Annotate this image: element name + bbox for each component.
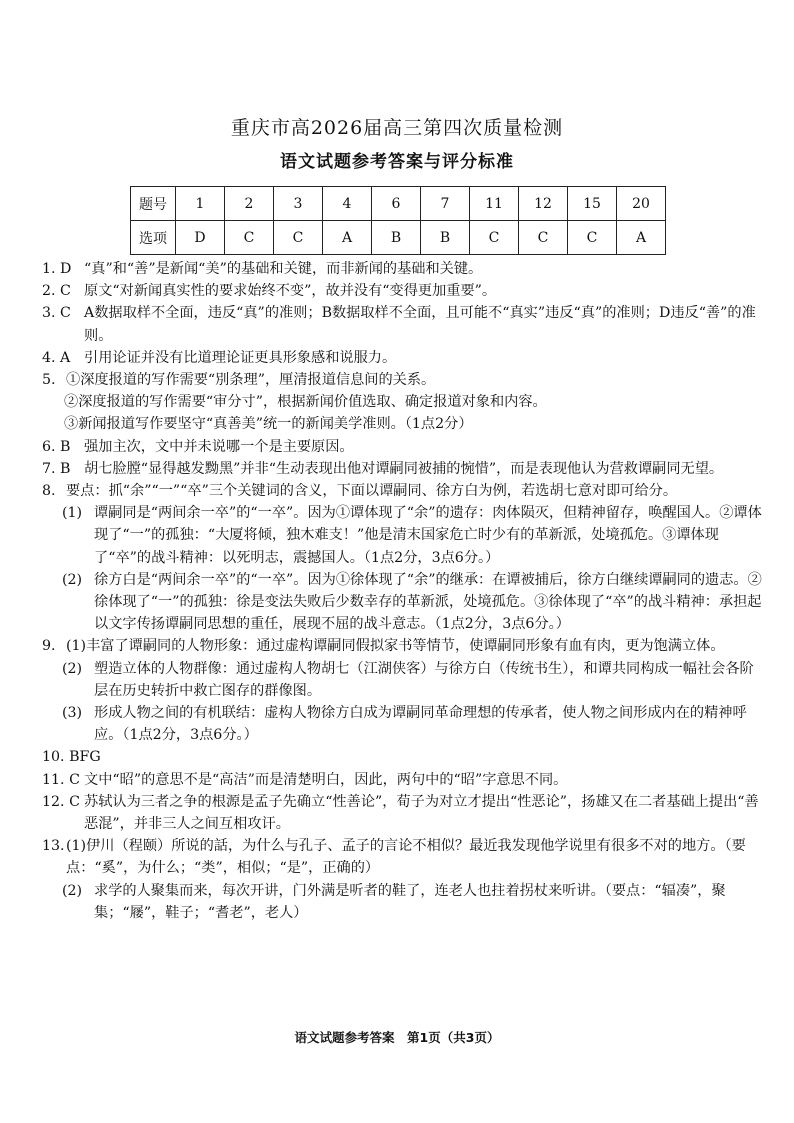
item-9-sub-2 bbox=[42, 658, 762, 702]
item-text: 引用论证并没有比道理论证更具形象感和说服力。 bbox=[84, 349, 397, 366]
sub-text: 求学的人聚集而来，每次开讲，门外满是听者的鞋了，连老人也拄着拐杖来听讲。（要点：“辐凑”，聚集；“屦”，鞋子；“耆老”，老人） bbox=[94, 882, 726, 921]
sub-number: (1) bbox=[66, 638, 87, 655]
item-number: 10. BFG bbox=[42, 749, 101, 766]
sub-number: (2) bbox=[62, 571, 83, 588]
answer-table bbox=[130, 186, 666, 255]
answer-choice-cell: B bbox=[372, 221, 421, 255]
item-number: 11. C bbox=[42, 771, 80, 788]
item-text: 文中“昭”的意思不是“高洁”而是清楚明白，因此，两句中的“昭”字意思不同。 bbox=[84, 771, 568, 788]
answer-choice-cell: C bbox=[225, 221, 274, 255]
answer-choice-cell: C bbox=[274, 221, 323, 255]
answer-table-choice-row bbox=[131, 221, 666, 255]
item-9-first bbox=[42, 635, 762, 657]
item-text: “真”和“善”是新闻“美”的基础和关键，而非新闻的基础和关键。 bbox=[84, 261, 483, 277]
question-number-cell: 11 bbox=[470, 187, 519, 221]
item-text: A数据取样不全面，违反“真”的准则；B数据取样不全面，且可能不“真实”违反“真”的准则；D违反“善”的准则。 bbox=[84, 305, 756, 344]
answer-item-10 bbox=[42, 746, 762, 768]
answer-choice-cell: C bbox=[568, 221, 617, 255]
item-number: 1. D bbox=[42, 261, 72, 277]
answer-item-2 bbox=[42, 280, 762, 302]
item-number: 2. C bbox=[42, 283, 71, 300]
sub-text: 徐方白是“两间余一卒”的“一卒”。因为①徐体现了“余”的继承：在谭被捕后，徐方白继续谭嗣同的遗志。②徐体现了“一”的孤独：徐是变法失败后少数幸存的革新派，处境孤危。③徐体现了“卒”的战斗精神：承担起以文字传扬谭嗣同思想的重任，展现不屈的战斗意志。（1点2分，3点6分。） bbox=[94, 571, 762, 633]
item-number: 4. A bbox=[42, 349, 71, 366]
question-number-cell: 1 bbox=[176, 187, 225, 221]
question-number-cell: 12 bbox=[519, 187, 568, 221]
sub-number: (1) bbox=[66, 838, 87, 855]
item-9-sub-3 bbox=[42, 702, 762, 746]
row-label-choice: 选项 bbox=[131, 221, 176, 255]
answer-content bbox=[42, 258, 762, 924]
page-subtitle: 语文试题参考答案与评分标准 bbox=[280, 152, 514, 172]
item-number: 3. C bbox=[42, 305, 71, 322]
item-5-point-2: ②深度报道的写作需要“审分寸”，根据新闻价值选取、确定报道对象和内容。 bbox=[64, 394, 547, 411]
item-number: 9. bbox=[42, 638, 56, 655]
row-label-number: 题号 bbox=[131, 187, 176, 221]
question-number-cell: 15 bbox=[568, 187, 617, 221]
question-number-cell: 4 bbox=[323, 187, 372, 221]
answer-item-3 bbox=[42, 302, 762, 346]
item-number: 6. B bbox=[42, 438, 71, 455]
item-13-first bbox=[42, 835, 762, 879]
sub-text: 形成人物之间的有机联结：虚构人物徐方白成为谭嗣同革命理想的传承者，使人物之间形成内在的精神呼应。（1点2分，3点6分。） bbox=[94, 705, 747, 744]
answer-item-12 bbox=[42, 791, 762, 835]
answer-item-1 bbox=[42, 258, 762, 280]
question-number-cell: 3 bbox=[274, 187, 323, 221]
item-text: ①深度报道的写作需要“別条理”，厘清报道信息间的关系。 bbox=[66, 372, 436, 389]
question-number-cell: 2 bbox=[225, 187, 274, 221]
item-text: 强加主次，文中并未说哪一个是主要原因。 bbox=[84, 438, 354, 455]
item-number: 7. B bbox=[42, 460, 71, 477]
answer-choice-cell: C bbox=[519, 221, 568, 255]
page-footer: 语文试题参考答案 第1页（共3页） bbox=[294, 1030, 500, 1045]
sub-number: (3) bbox=[62, 705, 83, 722]
sub-number: (1) bbox=[62, 505, 83, 522]
question-number-cell: 6 bbox=[372, 187, 421, 221]
item-text: 苏轼认为三者之争的根源是孟子先确立“性善论”，荀子为对立才提出“性恶论”，扬雄又在二者基础上提出“善恶混”，并非三人之间互相攻讦。 bbox=[84, 793, 759, 833]
answer-item-5 bbox=[42, 369, 762, 391]
question-number-cell: 20 bbox=[617, 187, 666, 221]
question-number-cell: 7 bbox=[421, 187, 470, 221]
item-text: 原文“对新闻真实性的要求始终不变”，故并没有“变得更加重要”。 bbox=[84, 283, 497, 300]
answer-choice-cell: D bbox=[176, 221, 225, 255]
sub-number: (2) bbox=[62, 882, 83, 899]
item-8-sub-1 bbox=[42, 502, 762, 569]
item-5-point-3: ③新闻报道写作要坚守“真善美”统一的新闻美学准则。（1点2分） bbox=[64, 416, 473, 433]
sub-text: 塑造立体的人物群像：通过虚构人物胡七（江湖侠客）与徐方白（传统书生），和谭共同构成一幅社会各阶层在历史转折中救亡图存的群像图。 bbox=[94, 660, 754, 699]
answer-item-8 bbox=[42, 480, 762, 502]
answer-choice-cell: C bbox=[470, 221, 519, 255]
item-number: 5. bbox=[42, 372, 56, 389]
answer-item-9 bbox=[42, 635, 762, 657]
answer-item-13 bbox=[42, 835, 762, 879]
answer-item-7 bbox=[42, 458, 762, 480]
sub-text: 谭嗣同是“两间余一卒”的“一卒”。因为①谭体现了“余”的遗存：肉体陨灭，但精神留存，唤醒国人。②谭体现了“一”的孤独：“大厦将倾，独木难支！”他是清末国家危亡时少有的革新派，处境孤危。③谭体现了“卒”的战斗精神：以死明志，震撼国人。（1点2分，3点6分。） bbox=[94, 505, 762, 566]
item-number: 12. C bbox=[42, 793, 80, 810]
item-number: 8. bbox=[42, 483, 56, 500]
item-8-sub-2 bbox=[42, 569, 762, 636]
item-text: 要点：抓“余”“一”“卒”三个关键词的含义，下面以谭嗣同、徐方白为例，若选胡七意对即可给分。 bbox=[66, 483, 678, 500]
sub-text: 伊川（程颐）所说的話，为什么与孔子、孟子的言论不相似？最近我发现他学说里有很多不对的地方。（要点：“奚”，为什么；“类”，相似；“是”，正确的） bbox=[66, 838, 746, 877]
answer-item-6 bbox=[42, 436, 762, 458]
sub-number: (2) bbox=[62, 660, 83, 677]
item-text bbox=[42, 746, 762, 768]
sub-text: 丰富了谭嗣同的人物形象：通过虚构谭嗣同假拟家书等情节，使谭嗣同形象有血有肉，更为饱满立体。 bbox=[86, 638, 725, 655]
answer-item-4 bbox=[42, 347, 762, 369]
answer-choice-cell: A bbox=[323, 221, 372, 255]
answer-item-11 bbox=[42, 769, 762, 791]
item-text: 胡七脸膛“显得越发黝黑”并非“生动表现出他对谭嗣同被捕的惋惜”，而是表现他认为营救谭嗣同无望。 bbox=[84, 460, 724, 477]
page-title: 重庆市高2026届高三第四次质量检测 bbox=[230, 117, 564, 139]
answer-choice-cell: B bbox=[421, 221, 470, 255]
item-number: 13. bbox=[42, 838, 65, 855]
answer-table-number-row bbox=[131, 187, 666, 221]
answer-choice-cell: A bbox=[617, 221, 666, 255]
item-13-sub-2 bbox=[42, 880, 762, 924]
